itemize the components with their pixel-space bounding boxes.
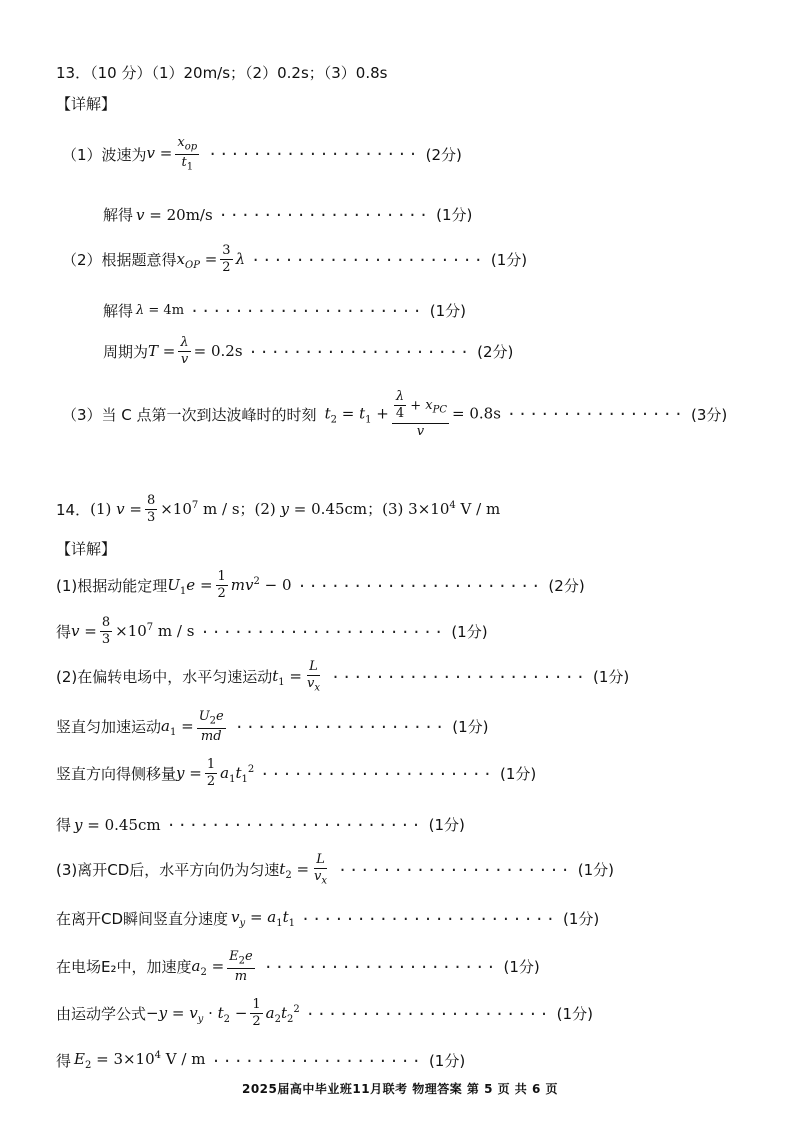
dot-leader: ····················· [260,764,494,783]
q14-line2-text: 得 [56,623,72,642]
q13-line4-formula: λ = 4m [136,303,185,318]
q14-line11 [56,1050,465,1071]
q13-line6-text: （3）当 C 点第一次到达波峰时的时刻 [62,405,317,424]
q13-line5-score: (2分) [477,343,514,362]
q14-line2-formula: v = $\frac{8}{3}$ $\times 10^7$ m / s [71,615,195,648]
q13-line3-score: (1分) [490,251,528,270]
q14-line9-formula: $a_2$ = $\frac{E_2e}{m}$ [191,949,253,984]
q13-detail-label: 【详解】 [56,95,117,113]
dot-leader: ····················· [263,957,498,976]
q14-header-number: 14． [56,501,91,520]
q13-line2-text: 解得 [103,206,134,224]
q14-line5 [56,758,536,790]
q14-line8-formula: $v_y = a_1t_1$ [231,908,296,929]
dot-leader: ····················· [338,860,572,879]
q13-line4-score: (1分) [429,302,467,320]
q14-line1 [56,570,585,602]
q14-line11-formula: $E_2 = 3\times 10^4$ V / m [74,1050,206,1071]
q14-line5-score: (1分) [499,765,537,784]
q13-line1-formula: v = $\frac{x_{op}}{t_1}$ [146,135,198,173]
q14-line10 [56,998,593,1030]
dot-leader: ······················· [331,667,588,686]
q13-line5 [103,336,513,368]
q14-line10-text: 由运动学公式 [56,1005,147,1024]
q14-line3-score: (1分) [593,668,630,687]
q14-line2 [56,616,488,648]
q14-header [56,494,500,526]
q13-line6 [62,390,727,439]
dot-leader: ····················· [190,301,424,320]
q14-line9 [56,950,540,984]
q14-line6-formula: y = 0.45cm [74,815,161,834]
q13-line1-score: (2分) [425,145,462,164]
q14-line10-formula: $-y = v_y \cdot t_2$ − $\frac{1}{2}$ $a_2t_2^2$ [146,997,300,1030]
q14-line3 [56,660,629,694]
q14-line8-score: (1分) [563,910,600,928]
q13-line5-text: 周期为 [103,343,149,362]
q14-line6-score: (1分) [428,816,465,834]
dot-leader: ··················· [234,717,447,736]
dot-leader: ······················ [297,576,543,595]
q14-line7-score: (1分) [577,861,615,880]
q14-line1-score: (2分) [548,577,585,596]
dot-leader: ··················· [218,205,431,224]
page-footer: 2025届高中毕业班11月联考 物理答案 第 5 页 共 6 页 [241,1082,559,1096]
q13-line4-text: 解得 [103,302,134,320]
q14-line11-score: (1分) [428,1052,466,1070]
dot-leader: ······················· [166,815,423,834]
q14-line9-text: 在电场E₂中，加速度 [56,958,192,977]
q13-line5-formula: T = $\frac{\lambda}{v}$ = 0.2s [148,335,243,368]
dot-leader: ··················· [208,145,420,164]
q14-line7-text: (3)离开CD后，水平方向仍为匀速 [56,861,280,880]
q14-line3-text: (2)在偏转电场中，水平匀速运动 [56,668,273,687]
dot-leader: ······················· [301,909,558,928]
q14-line3-formula: $t_1$ = $\frac{L}{v_x}$ [272,659,320,694]
q14-header-answers: (1) v = $\frac{8}{3}$ $\times 10^7$ m / s；(2) y = 0.45cm；(3) $3\times 10^4$ V / m [90,493,501,526]
q14-line4-score: (1分) [452,718,489,737]
q14-line1-formula: $U_1e$ = $\frac{1}{2}$ $mv^2 - 0$ [167,569,292,602]
dot-leader: ····················· [251,250,485,269]
q13-line3-text: （2）根据题意得 [62,251,177,270]
q14-line7 [56,853,614,887]
q13-line2-score: (1分) [436,206,473,224]
q13-line3 [62,244,527,276]
q14-line5-formula: y = $\frac{1}{2}$ $a_1t_1^2$ [176,757,255,790]
q14-line8-text: 在离开CD瞬间竖直分速度 [56,910,229,928]
q13-line4 [103,300,466,321]
q14-line4-formula: $a_1$ = $\frac{U_2e}{md}$ [161,709,224,744]
q14-detail-label: 【详解】 [56,540,117,558]
q13-line1 [62,136,462,172]
q13-line1-text: （1）波速为 [62,145,147,164]
dot-leader: ················ [506,405,685,424]
q14-line4-text: 竖直匀加速运动 [56,718,162,737]
q14-line4 [56,710,488,744]
q14-line6-text: 得 [56,816,72,834]
q14-line10-score: (1分) [556,1005,593,1024]
dot-leader: ······················ [200,622,446,641]
q13-header: 13．（10 分）（1）20m/s；（2）0.2s；（3）0.8s [56,64,388,82]
q14-line5-text: 竖直方向得侧移量 [56,765,177,784]
q14-line9-score: (1分) [503,958,540,977]
dot-leader: ··················· [211,1051,423,1070]
q14-line2-score: (1分) [451,623,488,642]
q14-line1-text: (1)根据动能定理 [56,577,168,596]
dot-leader: ······················ [305,1004,551,1023]
q14-line8 [56,908,599,929]
q13-line6-score: (3分) [691,405,728,424]
q14-line7-formula: $t_2$ = $\frac{L}{v_x}$ [279,852,328,887]
q13-line2 [103,204,472,225]
dot-leader: ···················· [248,342,472,361]
q14-line11-text: 得 [56,1052,72,1070]
q13-line6-formula: $t_2 = t_1$ + $\frac{\lambda}{4}$ + $x_{PC}$ v = 0.8s [324,389,501,439]
q14-line6 [56,814,465,835]
q13-line3-formula: $x_{OP}$ = $\frac{3}{2}$ λ [176,243,246,276]
q13-line2-formula: v = 20m/s [136,205,213,224]
